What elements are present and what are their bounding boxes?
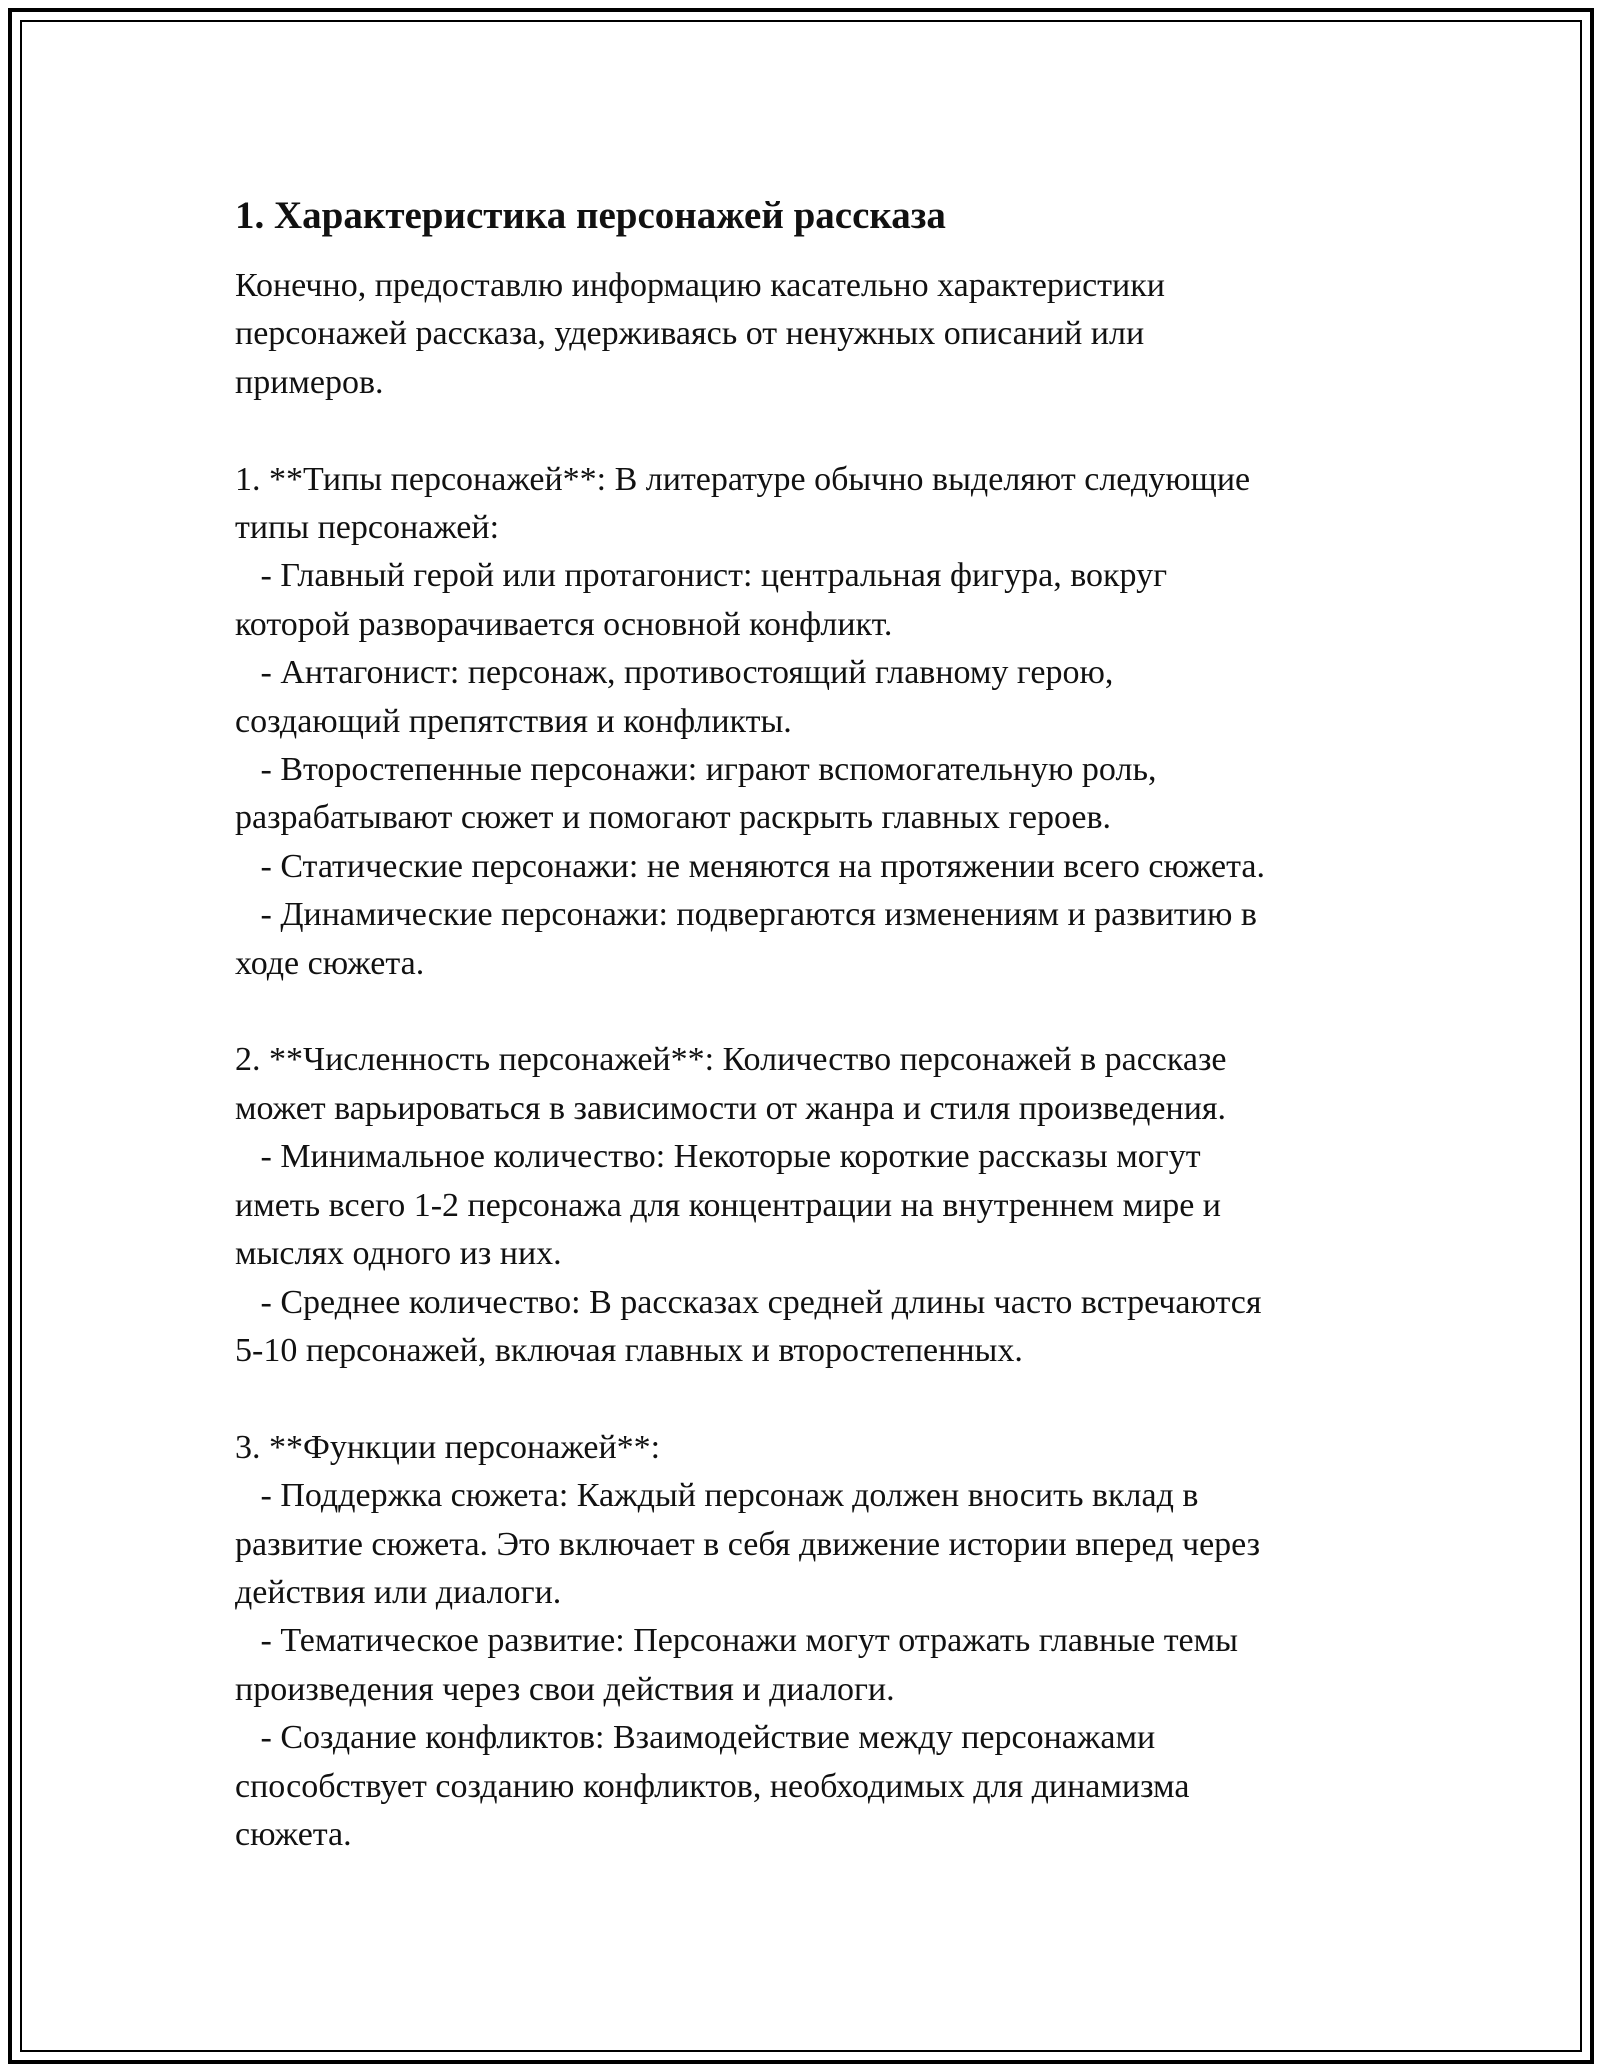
text-line: персонажей рассказа, удерживаясь от ненужных описаний или [235, 315, 1145, 353]
text-line: сюжета. [235, 1815, 352, 1853]
text-line: ходе сюжета. [235, 944, 425, 982]
text-line: 5-10 персонажей, включая главных и второстепенных. [235, 1331, 1023, 1369]
text-line: - Минимальное количество: Некоторые короткие рассказы могут [235, 1138, 1201, 1176]
text-line: 3. **Функции персонажей**: [235, 1428, 661, 1466]
document-content [235, 188, 1370, 1859]
text-line: - Антагонист: персонаж, противостоящий главному герою, [235, 654, 1114, 692]
text-line: Конечно, предоставлю информацию касательно характеристики [235, 267, 1165, 304]
text-line: - Создание конфликтов: Взаимодействие между персонажами [235, 1719, 1156, 1757]
text-line: - Главный герой или протагонист: центральная фигура, вокруг [235, 557, 1168, 595]
blank-line [235, 407, 1370, 455]
text-line: - Второстепенные персонажи: играют вспомогательную роль, [235, 751, 1157, 789]
text-line: - Тематическое развитие: Персонажи могут отражать главные темы [235, 1622, 1238, 1660]
text-line: развитие сюжета. Это включает в себя движение истории вперед через [235, 1525, 1261, 1563]
text-line: мыслях одного из них. [235, 1235, 562, 1273]
text-line: разрабатывают сюжет и помогают раскрыть главных героев. [235, 799, 1111, 837]
text-line: примеров. [235, 363, 384, 401]
text-line: может варьироваться в зависимости от жанра и стиля произведения. [235, 1089, 1227, 1127]
text-line: иметь всего 1-2 персонажа для концентрации на внутреннем мире и [235, 1186, 1221, 1224]
document-title: 1. Характеристика персонажей рассказа [235, 194, 946, 237]
text-line: - Среднее количество: В рассказах средней длины часто встречаются [235, 1283, 1262, 1321]
blank-line [235, 1375, 1370, 1423]
text-line: - Динамические персонажи: подвергаются изменениям и развитию в [235, 896, 1257, 934]
text-line: действия или диалоги. [235, 1573, 562, 1611]
text-line: типы персонажей: [235, 509, 500, 547]
text-line: - Статические персонажи: не меняются на протяжении всего сюжета. [235, 847, 1265, 885]
text-line: способствует созданию конфликтов, необходимых для динамизма [235, 1767, 1190, 1805]
text-line: создающий препятствия и конфликты. [235, 702, 792, 740]
text-line: произведения через свои действия и диалоги. [235, 1670, 895, 1708]
document-body [235, 262, 1370, 1859]
text-line: - Поддержка сюжета: Каждый персонаж должен вносить вклад в [235, 1477, 1199, 1515]
text-line: которой разворачивается основной конфликт. [235, 605, 893, 643]
text-line: 1. **Типы персонажей**: В литературе обычно выделяют следующие [235, 460, 1251, 498]
text-line: 2. **Численность персонажей**: Количество персонажей в рассказе [235, 1041, 1227, 1079]
blank-line [235, 988, 1370, 1036]
